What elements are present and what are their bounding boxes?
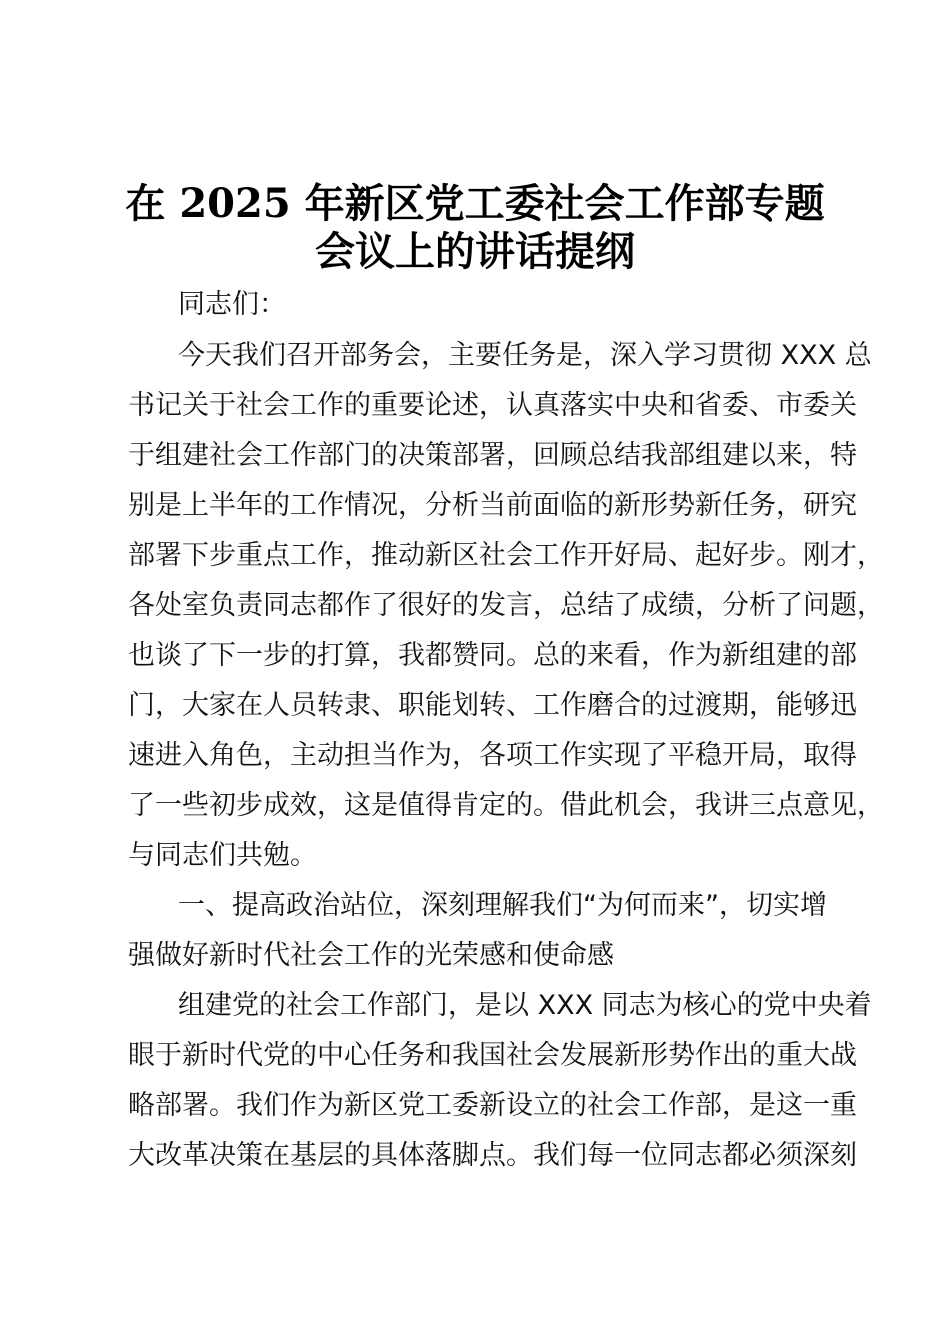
paragraph-2-line: 眼于新时代党的中心任务和我国社会发展新形势作出的重大战 xyxy=(128,1040,857,1071)
paragraph-2-line: 组建党的社会工作部门，是以 XXX 同志为核心的党中央着 xyxy=(178,990,872,1021)
paragraph-1-line: 门，大家在人员转隶、职能划转、工作磨合的过渡期，能够迅 xyxy=(128,690,857,721)
paragraph-1-line: 各处室负责同志都作了很好的发言，总结了成绩，分析了问题， xyxy=(128,590,884,621)
section-heading-1-line: 强做好新时代社会工作的光荣感和使命感 xyxy=(128,940,614,971)
paragraph-2-line: 略部署。我们作为新区党工委新设立的社会工作部，是这一重 xyxy=(128,1090,857,1121)
salutation: 同志们： xyxy=(178,289,286,320)
paragraph-1-line: 今天我们召开部务会，主要任务是，深入学习贯彻 XXX 总 xyxy=(178,340,872,371)
paragraph-1-line: 别是上半年的工作情况，分析当前面临的新形势新任务，研究 xyxy=(128,490,857,521)
document-title-line-2: 会议上的讲话提纲 xyxy=(315,228,635,275)
paragraph-1-line: 部署下步重点工作，推动新区社会工作开好局、起好步。刚才， xyxy=(128,540,884,571)
document-title-line-1: 在 2025 年新区党工委社会工作部专题 xyxy=(125,180,825,227)
paragraph-1-line: 速进入角色，主动担当作为，各项工作实现了平稳开局，取得 xyxy=(128,740,857,771)
paragraph-1-line: 书记关于社会工作的重要论述，认真落实中央和省委、市委关 xyxy=(128,390,857,421)
paragraph-1-line: 于组建社会工作部门的决策部署，回顾总结我部组建以来，特 xyxy=(128,440,857,471)
section-heading-1-line: 一、提高政治站位，深刻理解我们“为何而来”，切实增 xyxy=(178,890,827,921)
paragraph-2-line: 大改革决策在基层的具体落脚点。我们每一位同志都必须深刻 xyxy=(128,1140,857,1171)
paragraph-1-line: 与同志们共勉。 xyxy=(128,840,317,871)
paragraph-1-line: 也谈了下一步的打算，我都赞同。总的来看，作为新组建的部 xyxy=(128,640,857,671)
paragraph-1-line: 了一些初步成效，这是值得肯定的。借此机会，我讲三点意见， xyxy=(128,790,884,821)
